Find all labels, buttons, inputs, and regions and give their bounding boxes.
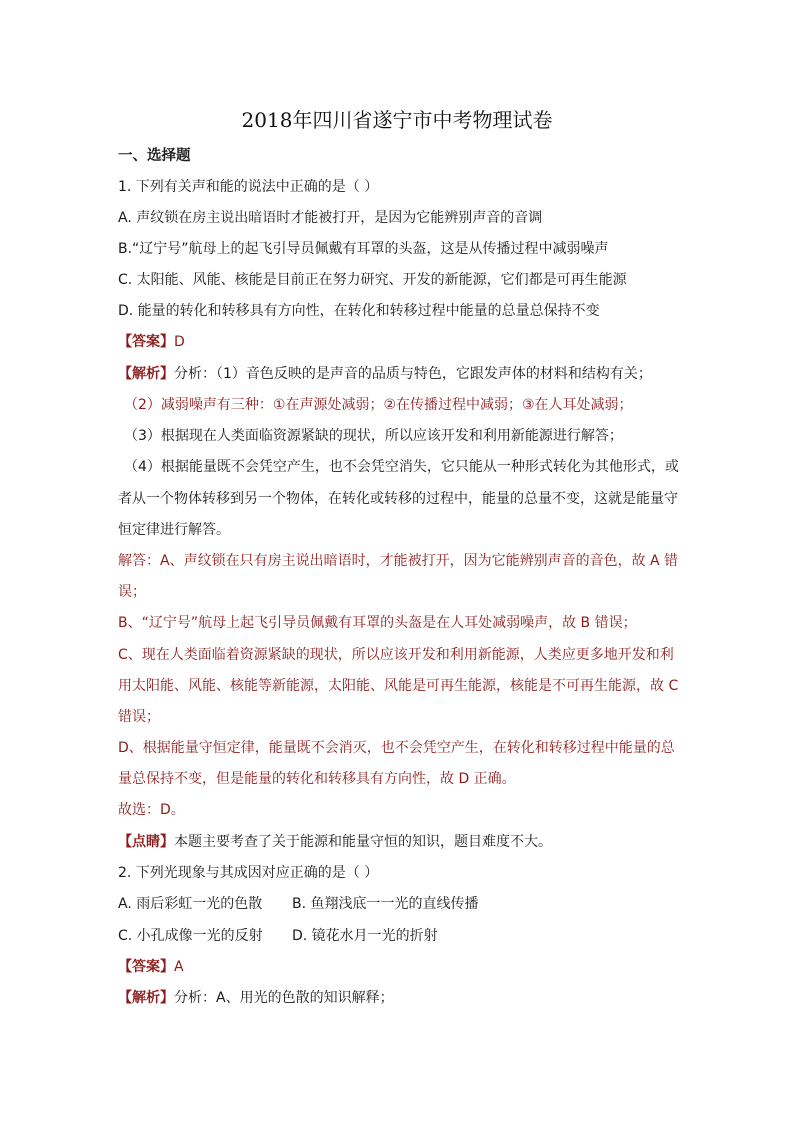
q2-analysis-1: [118, 988, 688, 1008]
q1-final-choice: 故选：D。: [118, 802, 185, 818]
q1-comment: [118, 832, 688, 852]
analysis-text: 分析：（1）音色反映的是声音的品质与特色，它跟发声体的材料和结构有关；: [174, 366, 652, 382]
answer-tag: 【答案】: [118, 959, 174, 975]
q1-solution-b: B、“辽宁号”航母上起飞引导员佩戴有耳罩的头盔是在人耳处减弱噪声，故 B 错误；: [118, 615, 637, 631]
comment-tag: 【点睛】: [118, 834, 174, 850]
q2-answer: [118, 957, 688, 977]
q1-solution-c-3: 错误；: [118, 709, 160, 725]
q2-option-b: B. 鱼翔浅底一一光的直线传播: [292, 896, 479, 912]
answer-tag: 【答案】: [118, 334, 174, 350]
q1-solution-d-1: D、根据能量守恒定律，能量既不会消灭，也不会凭空产生，在转化和转移过程中能量的总: [118, 740, 675, 756]
q1-analysis-1: [118, 364, 688, 384]
q1-analysis-4a: （4）根据能量既不会凭空产生，也不会凭空消失，它只能从一种形式转化为其他形式，或: [124, 459, 679, 475]
comment-text: 本题主要考查了关于能源和能量守恒的知识，题目难度不大。: [174, 834, 552, 850]
q2-option-d: D. 镜花水月一光的折射: [292, 928, 438, 944]
q1-option-a: A. 声纹锁在房主说出暗语时才能被打开，是因为它能辨别声音的音调: [118, 210, 543, 226]
analysis-text: 分析：A、用光的色散的知识解释；: [174, 990, 394, 1006]
q1-analysis-3: （3）根据现在人类面临资源紧缺的现状，所以应该开发和利用新能源进行解答；: [124, 428, 623, 444]
q1-option-c: C. 太阳能、风能、核能是目前正在努力研究、开发的新能源，它们都是可再生能源: [118, 272, 627, 288]
section-heading: 一、选择题: [118, 148, 191, 164]
q1-analysis-4b: 者从一个物体转移到另一个物体，在转化或转移的过程中，能量的总量不变，这就是能量守: [118, 491, 678, 507]
q2-stem: 2. 下列光现象与其成因对应正确的是（ ）: [118, 865, 379, 881]
q1-solution-d-2: 量总保持不变，但是能量的转化和转移具有方向性，故 D 正确。: [118, 771, 516, 787]
q1-solution-c-2: 用太阳能、风能、核能等新能源，太阳能、风能是可再生能源，核能是不可再生能源，故 C: [118, 678, 679, 694]
q1-analysis-2: （2）减弱噪声有三种：①在声源处减弱；②在传播过程中减弱；③在人耳处减弱；: [124, 397, 633, 413]
q2-option-a: A. 雨后彩虹一光的色散: [118, 896, 263, 912]
q1-solution-a-2: 误；: [118, 584, 146, 600]
q1-answer: [118, 332, 688, 352]
q2-option-c: C. 小孔成像一光的反射: [118, 928, 263, 944]
q1-analysis-4c: 恒定律进行解答。: [118, 522, 230, 538]
page-title: 2018年四川省遂宁市中考物理试卷: [241, 108, 553, 132]
answer-value: A: [174, 959, 184, 975]
analysis-tag: 【解析】: [118, 990, 174, 1006]
q1-option-b: B.“辽宁号”航母上的起飞引导员佩戴有耳罩的头盔，这是从传播过程中减弱噪声: [118, 241, 609, 257]
analysis-tag: 【解析】: [118, 366, 174, 382]
answer-value: D: [174, 334, 185, 350]
q1-solution-a-1: 解答：A、声纹锁在只有房主说出暗语时，才能被打开，因为它能辨别声音的音色，故 A 错: [118, 553, 679, 569]
q1-option-d: D. 能量的转化和转移具有方向性，在转化和转移过程中能量的总量总保持不变: [118, 303, 600, 319]
q1-stem: 1. 下列有关声和能的说法中正确的是（ ）: [118, 179, 379, 195]
q1-solution-c-1: C、现在人类面临着资源紧缺的现状，所以应该开发和利用新能源，人类应更多地开发和利: [118, 647, 674, 663]
